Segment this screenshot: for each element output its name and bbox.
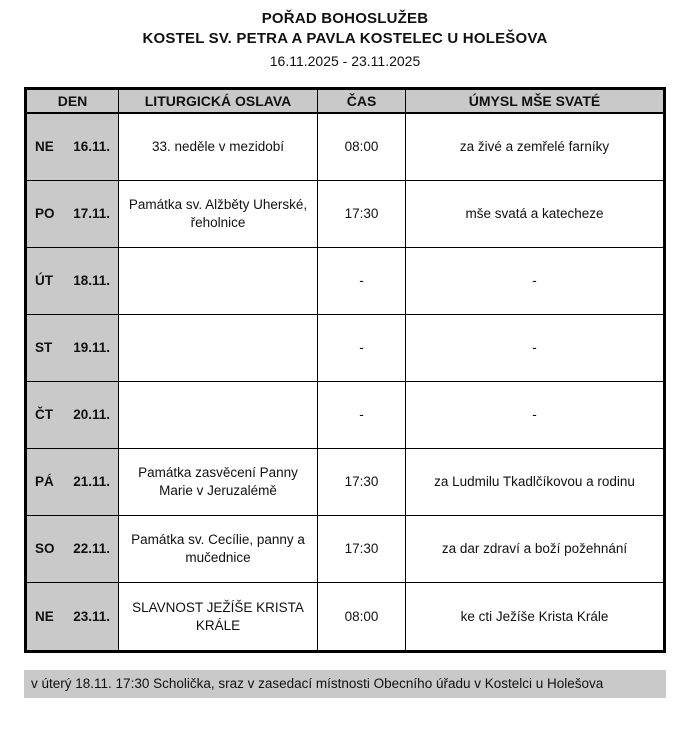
day-abbreviation: PÁ — [35, 474, 54, 489]
celebration-cell — [119, 382, 318, 448]
day-date: 19.11. — [73, 340, 110, 355]
day-cell — [27, 315, 119, 381]
day-date: 22.11. — [73, 541, 110, 556]
day-date: 21.11. — [73, 474, 110, 489]
celebration-cell: Památka sv. Cecílie, panny a mučednice — [119, 516, 318, 582]
table-header-row — [27, 90, 663, 114]
time-cell: 17:30 — [318, 181, 406, 247]
celebration-cell — [119, 248, 318, 314]
time-cell: - — [318, 248, 406, 314]
time-cell: - — [318, 315, 406, 381]
time-cell: - — [318, 382, 406, 448]
intention-cell: - — [532, 407, 537, 422]
schedule-table — [24, 87, 666, 653]
intention-cell: - — [532, 273, 537, 288]
day-date: 17.11. — [73, 206, 110, 221]
day-date: 16.11. — [73, 139, 110, 154]
table-row — [27, 248, 663, 315]
intention-cell: za Ludmilu Tkadlčíkovou a rodinu — [434, 474, 635, 489]
intention-cell: mše svatá a katecheze — [465, 206, 604, 221]
day-cell — [27, 449, 119, 515]
footer-note: v úterý 18.11. 17:30 Scholička, sraz v zasedací místnosti Obecního úřadu v Kostelci u Holešova — [24, 670, 666, 698]
celebration-cell: SLAVNOST JEŽÍŠE KRISTA KRÁLE — [119, 583, 318, 650]
celebration-cell: Památka zasvěcení Panny Marie v Jeruzalémě — [119, 449, 318, 515]
schedule-table-body — [27, 114, 663, 650]
time-cell: 17:30 — [318, 449, 406, 515]
table-row — [27, 516, 663, 583]
day-abbreviation: ČT — [35, 407, 53, 422]
document-header — [0, 0, 690, 71]
day-date: 18.11. — [73, 273, 110, 288]
day-cell — [27, 181, 119, 247]
day-cell — [27, 583, 119, 650]
time-cell: 17:30 — [318, 516, 406, 582]
day-abbreviation: NE — [35, 139, 54, 154]
church-name: KOSTEL SV. PETRA A PAVLA KOSTELEC U HOLEŠOVA — [142, 30, 548, 47]
celebration-cell: Památka sv. Alžběty Uherské, řeholnice — [119, 181, 318, 247]
celebration-cell — [119, 315, 318, 381]
day-cell — [27, 248, 119, 314]
table-row — [27, 449, 663, 516]
day-abbreviation: ÚT — [35, 273, 53, 288]
intention-cell: - — [532, 340, 537, 355]
celebration-cell: 33. neděle v mezidobí — [119, 114, 318, 180]
intention-cell: za živé a zemřelé farníky — [459, 139, 610, 154]
day-abbreviation: NE — [35, 608, 54, 624]
time-cell: 08:00 — [318, 583, 406, 650]
date-range: 16.11.2025 - 23.11.2025 — [269, 53, 421, 69]
column-header-intention: ÚMYSL MŠE SVATÉ — [468, 93, 601, 109]
day-abbreviation: ST — [35, 340, 53, 355]
table-row — [27, 181, 663, 248]
time-cell: 08:00 — [318, 114, 406, 180]
table-row — [27, 382, 663, 449]
intention-cell: ke cti Ježíše Krista Krále — [460, 608, 609, 624]
column-header-day: DEN — [27, 90, 119, 112]
day-cell — [27, 114, 119, 180]
column-header-celebration: LITURGICKÁ OSLAVA — [119, 90, 318, 112]
day-abbreviation: SO — [35, 541, 55, 556]
table-row — [27, 114, 663, 181]
day-cell — [27, 516, 119, 582]
table-row — [27, 315, 663, 382]
table-row — [27, 583, 663, 650]
day-date: 23.11. — [73, 608, 110, 624]
day-abbreviation: PO — [35, 206, 55, 221]
document-title: POŘAD BOHOSLUŽEB — [261, 10, 429, 27]
day-date: 20.11. — [73, 407, 110, 422]
intention-cell: za dar zdraví a boží požehnání — [441, 541, 628, 556]
day-cell — [27, 382, 119, 448]
column-header-time: ČAS — [318, 90, 406, 112]
